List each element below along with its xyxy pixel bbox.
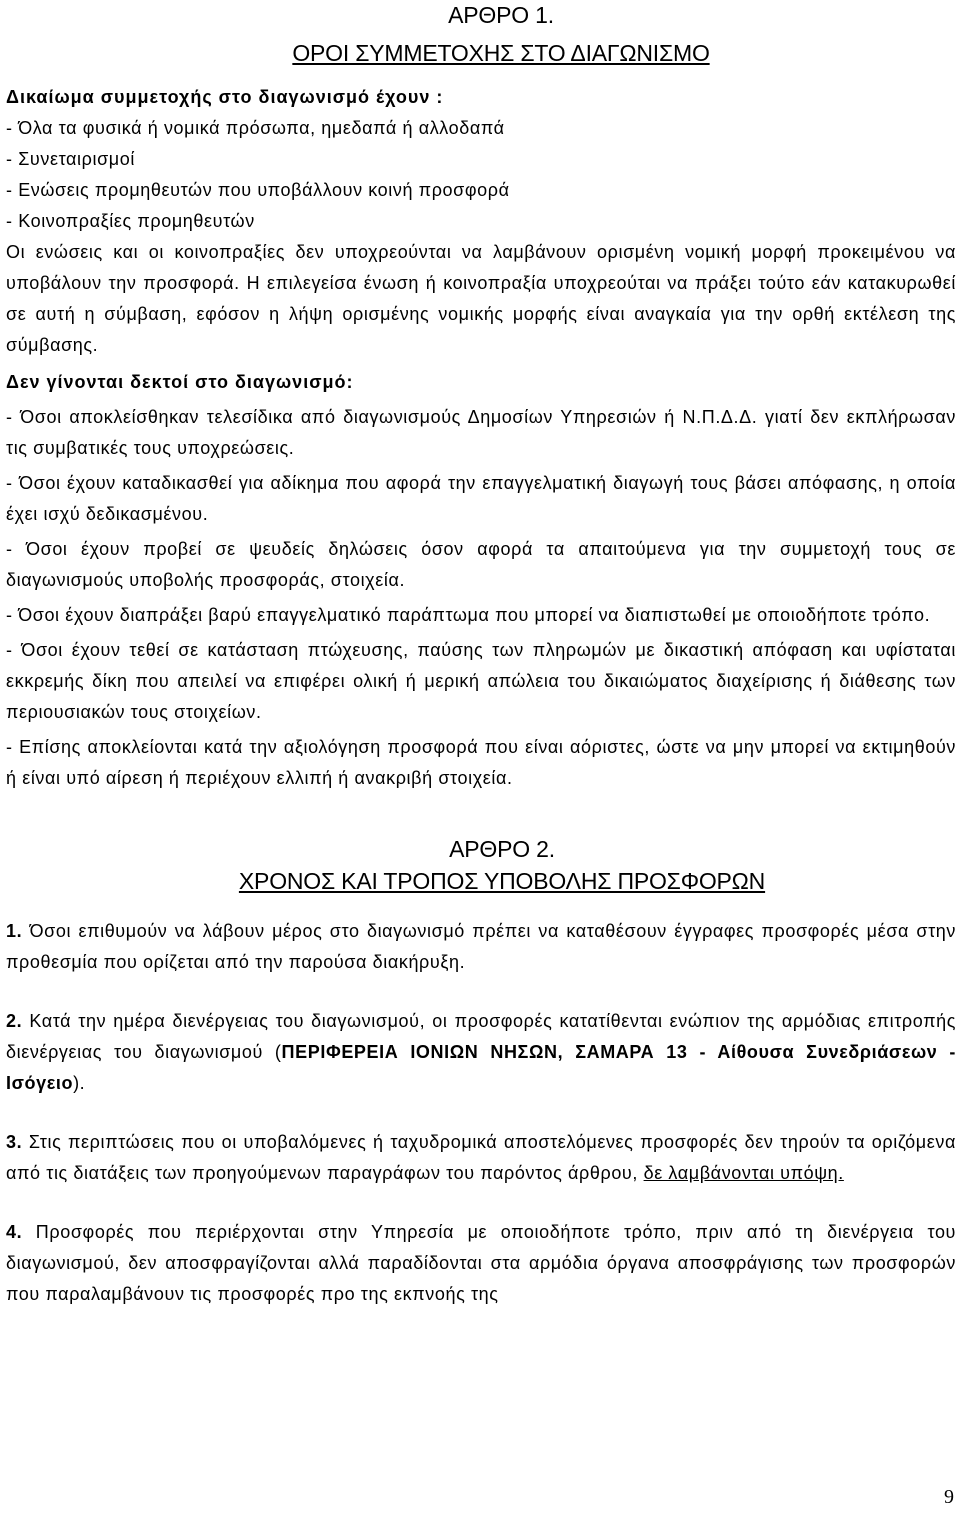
consortium-paragraph: Οι ενώσεις και οι κοινοπραξίες δεν υποχρεούνται να λαμβάνουν ορισμένη νομική μορφή προκειμένου να υποβάλουν την προσφορά. Η επιλεγείσα ένωση ή κοινοπραξία υποχρεούται να πράξει τούτο εάν κατακυρωθεί σε αυτή η σύμβαση, εφόσον η λήψη ορισμένης νομικής μορφής είναι αναγκαία για την ορθή εκτέλεση της σύμβασης. bbox=[6, 242, 956, 355]
excluded-heading: Δεν γίνονται δεκτοί στο διαγωνισμό: bbox=[6, 372, 354, 392]
eligible-list bbox=[6, 113, 956, 237]
article-1-heading: ΑΡΘΡΟ 1. bbox=[448, 2, 554, 28]
paragraph-number: 4. bbox=[6, 1222, 23, 1242]
eligible-item: - Όλα τα φυσικά ή νομικά πρόσωπα, ημεδαπά ή αλλοδαπά bbox=[6, 118, 505, 138]
excluded-item: - Όσοι έχουν διαπράξει βαρύ επαγγελματικό παράπτωμα που μπορεί να διαπιστωθεί με οποιοδήποτε τρόπο. bbox=[6, 605, 931, 625]
excluded-item: - Επίσης αποκλείονται κατά την αξιολόγηση προσφορά που είναι αόριστες, ώστε να μην μπορεί να εκτιμηθούν ή είναι υπό αίρεση ή περιέχουν ελλιπή ή ανακριβή στοιχεία. bbox=[6, 737, 956, 788]
document-page bbox=[6, 0, 956, 1310]
article-2-paragraph-4 bbox=[6, 1217, 956, 1310]
excluded-item: - Όσοι έχουν καταδικασθεί για αδίκημα που αφορά την επαγγελματική διαγωγή τους βάσει απόφασης, η οποία έχει ισχύ δεδικασμένου. bbox=[6, 473, 956, 524]
excluded-list bbox=[6, 402, 956, 794]
paragraph-text: Στις περιπτώσεις που οι υποβαλόμενες ή ταχυδρομικά αποστελόμενες προσφορές δεν τηρούν τα οριζόμενα από τις διατάξεις των προηγούμενων παραγράφων του παρόντος άρθρου, bbox=[6, 1132, 956, 1183]
article-2-title: ΧΡΟΝΟΣ ΚΑΙ ΤΡΟΠΟΣ ΥΠΟΒΟΛΗΣ ΠΡΟΣΦΟΡΩΝ bbox=[238, 868, 766, 894]
excluded-item: - Όσοι αποκλείσθηκαν τελεσίδικα από διαγωνισμούς Δημοσίων Υπηρεσιών ή Ν.Π.Δ.Δ. γιατί δεν εκπλήρωσαν τις συμβατικές τους υποχρεώσεις. bbox=[6, 407, 956, 458]
article-1-title: ΟΡΟΙ ΣΥΜΜΕΤΟΧΗΣ ΣΤΟ ΔΙΑΓΩΝΙΣΜΟ bbox=[292, 40, 710, 66]
article-2-heading: ΑΡΘΡΟ 2. bbox=[449, 836, 555, 862]
eligible-item: - Ενώσεις προμηθευτών που υποβάλλουν κοινή προσφορά bbox=[6, 180, 510, 200]
paragraph-text: Όσοι επιθυμούν να λάβουν μέρος στο διαγωνισμό πρέπει να καταθέσουν έγγραφες προσφορές μέσα στην προθεσμία που ορίζεται από την παρούσα διακήρυξη. bbox=[6, 921, 956, 972]
eligible-item: - Κοινοπραξίες προμηθευτών bbox=[6, 211, 255, 231]
article-2-paragraph-2 bbox=[6, 1006, 956, 1099]
eligible-heading: Δικαίωμα συμμετοχής στο διαγωνισμό έχουν : bbox=[6, 87, 444, 107]
article-2-paragraph-3 bbox=[6, 1127, 956, 1189]
excluded-item: - Όσοι έχουν προβεί σε ψευδείς δηλώσεις όσον αφορά τα απαιτούμενα για την συμμετοχή τους σε διαγωνισμούς υποβολής προσφοράς, στοιχεία. bbox=[6, 539, 956, 590]
eligible-item: - Συνεταιρισμοί bbox=[6, 149, 135, 169]
page-number: 9 bbox=[944, 1486, 954, 1508]
paragraph-text: Προσφορές που περιέρχονται στην Υπηρεσία με οποιοδήποτε τρόπο, πριν από τη διενέργεια του διαγωνισμού, δεν αποσφραγίζονται αλλά παραδίδονται στα αρμόδια όργανα αποσφράγισης των προσφορών που παραλαμβάνουν τις προσφορές προ της εκπνοής της bbox=[6, 1222, 956, 1304]
underlined-text: δε λαμβάνονται υπόψη. bbox=[643, 1163, 844, 1183]
excluded-item: - Όσοι έχουν τεθεί σε κατάσταση πτώχευσης, παύσης των πληρωμών με δικαστική απόφαση και υφίσταται εκκρεμής δίκη που απειλεί να επιφέρει ολική ή μερική απώλεια του δικαιώματος διαχείρισης ή διάθεσης των περιουσιακών τους στοιχείων. bbox=[6, 640, 956, 722]
paragraph-end: ). bbox=[73, 1073, 86, 1093]
paragraph-number: 1. bbox=[6, 921, 23, 941]
paragraph-text: Κατά την ημέρα διενέργειας του διαγωνισμού, οι προσφορές κατατίθενται ενώπιον της αρμόδιας επιτροπής διενέργειας του διαγωνισμού ( bbox=[6, 1011, 956, 1062]
paragraph-number: 2. bbox=[6, 1011, 23, 1031]
venue-text: ΠΕΡΙΦΕΡΕΙΑ ΙΟΝΙΩΝ ΝΗΣΩΝ, ΣΑΜΑΡΑ 13 - Αίθουσα Συνεδριάσεων - Ισόγειο bbox=[6, 1042, 956, 1093]
article-2-paragraph-1 bbox=[6, 916, 956, 978]
paragraph-number: 3. bbox=[6, 1132, 23, 1152]
